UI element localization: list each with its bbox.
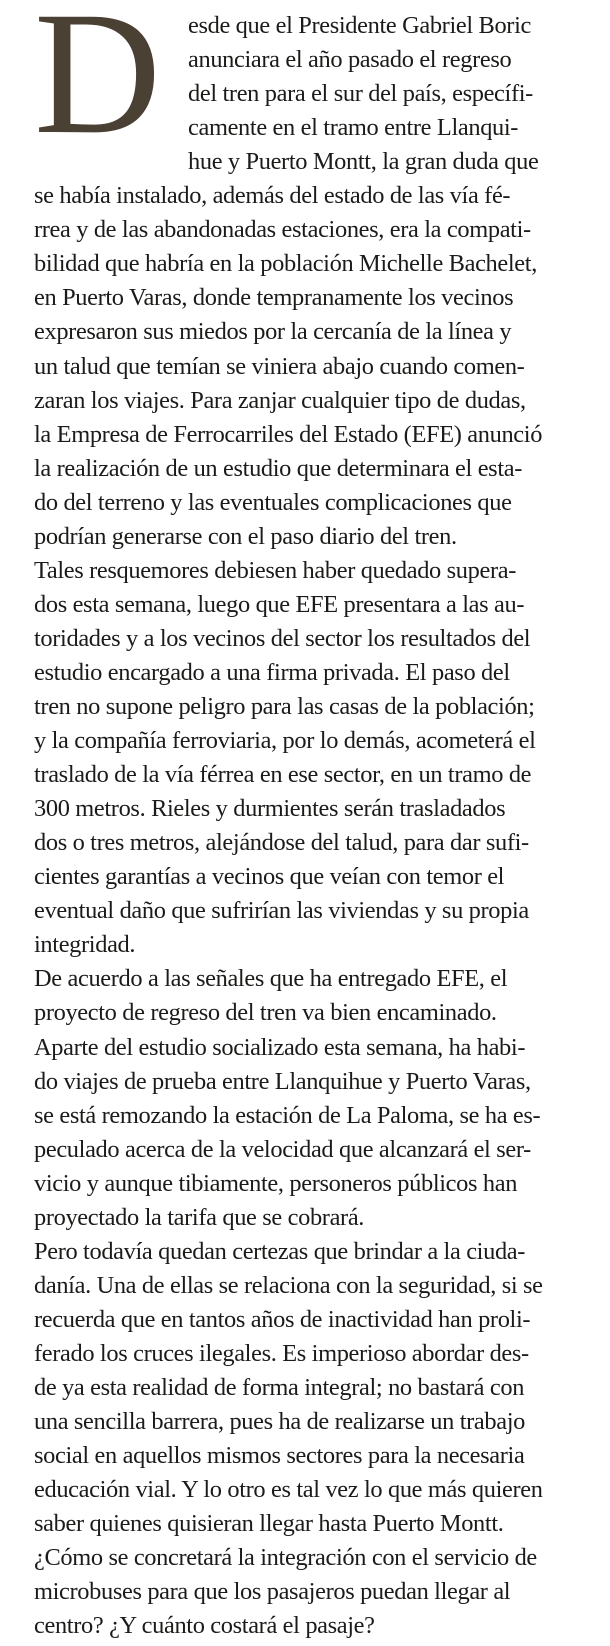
paragraph-1-line: zaran los viajes. Para zanjar cualquier tipo de dudas, <box>34 386 526 414</box>
paragraph-1-line: la Empresa de Ferrocarriles del Estado (EFE) anunció <box>34 420 543 448</box>
paragraph-2-line: traslado de la vía férrea en ese sector, en un tramo de <box>34 761 532 789</box>
drop-cap: D <box>34 6 162 142</box>
paragraph-4-line: Pero todavía quedan certezas que brindar a la ciuda- <box>34 1237 526 1265</box>
paragraph-4-line: una sencilla barrera, pues ha de realizarse un trabajo <box>34 1408 526 1436</box>
paragraph-1-line: do del terreno y las eventuales complicaciones que <box>34 488 512 516</box>
paragraph-2-line: estudio encargado a una firma privada. El paso del <box>34 658 510 686</box>
paragraph-1-line: un talud que temían se viniera abajo cuando comen- <box>34 352 525 380</box>
paragraph-2-line: y la compañía ferroviaria, por lo demás, acometerá el <box>34 727 536 755</box>
paragraph-1-line: hue y Puerto Montt, la gran duda que <box>188 148 539 176</box>
paragraph-3-line: proyectado la tarifa que se cobrará. <box>34 1203 365 1231</box>
paragraph-3-line: vicio y aunque tibiamente, personeros públicos han <box>34 1169 518 1197</box>
paragraph-1-line: del tren para el sur del país, específi- <box>188 80 533 108</box>
paragraph-1-line: rrea y de las abandonadas estaciones, era la compati- <box>34 216 531 244</box>
paragraph-2-line: 300 metros. Rieles y durmientes serán trasladados <box>34 795 506 823</box>
paragraph-3-line: do viajes de prueba entre Llanquihue y Puerto Varas, <box>34 1067 531 1095</box>
paragraph-1-line: bilidad que habría en la población Michelle Bachelet, <box>34 250 537 278</box>
paragraph-3-line: peculado acerca de la velocidad que alcanzará el ser- <box>34 1135 531 1163</box>
paragraph-4-line: educación vial. Y lo otro es tal vez lo que más quieren <box>34 1476 543 1504</box>
paragraph-1-line: la realización de un estudio que determinara el esta- <box>34 454 522 482</box>
paragraph-4-line: centro? ¿Y cuánto costará el pasaje? <box>34 1612 375 1640</box>
paragraph-2-line: eventual daño que sufrirían las viviendas y su propia <box>34 897 529 925</box>
paragraph-4-line: danía. Una de ellas se relaciona con la seguridad, si se <box>34 1271 543 1299</box>
paragraph-3-line: se está remozando la estación de La Paloma, se ha es- <box>34 1101 541 1129</box>
paragraph-1-line: se había instalado, además del estado de las vía fé- <box>34 182 511 210</box>
paragraph-2-line: integridad. <box>34 931 136 959</box>
paragraph-4-line: de ya esta realidad de forma integral; no bastará con <box>34 1374 525 1401</box>
paragraph-4-line: ferado los cruces ilegales. Es imperioso abordar des- <box>34 1339 529 1367</box>
paragraph-4-line: ¿Cómo se concretará la integración con el servicio de <box>34 1544 537 1572</box>
paragraph-1-line: en Puerto Varas, donde tempranamente los vecinos <box>34 284 514 312</box>
paragraph-1-line: expresaron sus miedos por la cercanía de la línea y <box>34 318 512 346</box>
paragraph-1-line: podrían generarse con el paso diario del tren. <box>34 522 457 550</box>
paragraph-4-line: saber quienes quisieran llegar hasta Puerto Montt. <box>34 1510 504 1538</box>
paragraph-4-line: microbuses para que los pasajeros puedan llegar al <box>34 1578 511 1606</box>
paragraph-2-line: tren no supone peligro para las casas de la población; <box>34 693 535 720</box>
paragraph-4-line: recuerda que en tantos años de inactividad han proli- <box>34 1305 531 1333</box>
paragraph-3-line: Aparte del estudio socializado esta semana, ha habi- <box>34 1033 526 1061</box>
paragraph-1-line: anunciara el año pasado el regreso <box>188 46 512 74</box>
paragraph-4-line: social en aquellos mismos sectores para la necesaria <box>34 1442 525 1470</box>
paragraph-2-line: Tales resquemores debiesen haber quedado supera- <box>34 556 516 584</box>
paragraph-3-line: De acuerdo a las señales que ha entregado EFE, el <box>34 965 508 993</box>
paragraph-2-line: toridades y a los vecinos del sector los resultados del <box>34 624 531 652</box>
paragraph-2-line: dos o tres metros, alejándose del talud, para dar sufi- <box>34 829 529 857</box>
paragraph-1-line: camente en el tramo entre Llanqui- <box>188 114 519 142</box>
paragraph-2-line: dos esta semana, luego que EFE presentara a las au- <box>34 590 525 618</box>
paragraph-3-line: proyecto de regreso del tren va bien encaminado. <box>34 999 497 1027</box>
paragraph-1-line: esde que el Presidente Gabriel Boric <box>188 12 531 39</box>
paragraph-2-line: cientes garantías a vecinos que veían con temor el <box>34 863 505 891</box>
